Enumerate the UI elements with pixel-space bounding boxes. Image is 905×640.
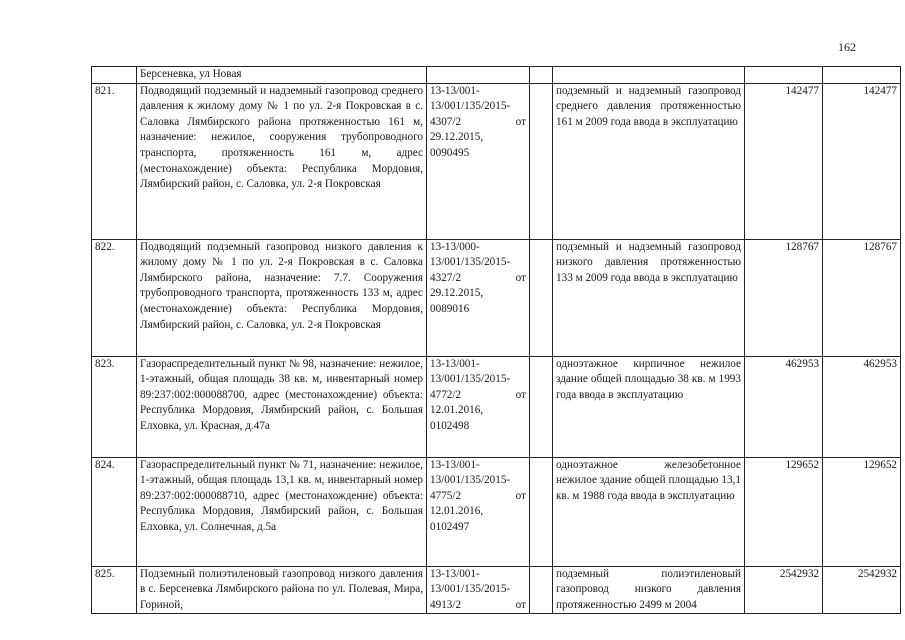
- registration-from: от: [515, 388, 526, 401]
- object-name-text: Подземный полиэтиленовый газопровод низкого давления в с. Берсеневка Лямбирского района по ул. Полевая, Мира, Гориной,: [140, 567, 423, 611]
- registration-line: 13/001/135/2015-: [430, 474, 511, 487]
- cell-num: [92, 67, 137, 84]
- page-number: 162: [838, 40, 856, 54]
- row-number: 822.: [92, 239, 137, 356]
- table-row: [92, 566, 901, 614]
- registration-line: 0089016: [430, 302, 470, 315]
- registration-line: 13/001/135/2015-: [430, 256, 511, 269]
- book-value: 2542932: [745, 566, 823, 614]
- blank-cell: [530, 566, 553, 614]
- object-name: [137, 566, 427, 614]
- object-description: [553, 356, 745, 457]
- table-row: [92, 239, 901, 356]
- blank-cell: [530, 83, 553, 239]
- residual-value: 129652: [823, 457, 901, 566]
- object-name-text: Подводящий подземный и надземный газопровод среднего давления к жилому дому № 1 по ул. 2-я Покровская в с. Саловка Лямбирского района протяженностью 161 м, назначение: нежилое, сооружения трубопроводного транспорта, протяженность 161 м, адрес (местонахождение) объекта: Республика Мордовия, Лямбирский район, с. Саловка, ул. 2-я Покровская: [140, 84, 423, 191]
- registration-from: от: [515, 115, 526, 128]
- cell-blank: [530, 67, 553, 84]
- registration-line: 13-13/001-: [430, 567, 480, 580]
- row-number: 824.: [92, 457, 137, 566]
- registration-record: [427, 566, 530, 614]
- registration-line: [430, 388, 526, 404]
- registration-line: 13-13/001-: [430, 357, 480, 370]
- registration-line: [430, 115, 526, 131]
- table-row: [92, 83, 901, 239]
- registration-record: [427, 83, 530, 239]
- object-description-text: одноэтажное железобетонное нежилое здание общей площадью 13,1 кв. м 1988 года ввода в эксплуатацию: [556, 458, 741, 502]
- object-name-text: Газораспределительный пункт № 98, назначение: нежилое, 1-этажный, общая площадь 38 кв. м, инвентарный номер 89:237:002:000088700, адрес (местонахождение) объекта: Республика Мордовия, Лямбирский район, с. Большая Елховка, ул. Красная, д.47а: [140, 357, 423, 432]
- registration-line: 29.12.2015,: [430, 287, 484, 300]
- residual-value: 142477: [823, 83, 901, 239]
- object-description: [553, 83, 745, 239]
- cell-registration: [427, 67, 530, 84]
- cell-name: Берсеневка, ул Новая: [137, 67, 427, 84]
- registration-line: [430, 271, 526, 287]
- registration-line: 0102498: [430, 419, 470, 432]
- registration-line: 29.12.2015,: [430, 131, 484, 144]
- registration-number: 4775/2: [430, 489, 462, 502]
- object-description: [553, 239, 745, 356]
- book-value: 128767: [745, 239, 823, 356]
- registration-number: 4913/2: [430, 598, 462, 611]
- object-name-text: Газораспределительный пункт № 71, назначение: нежилое, 1-этажный, общая площадь 13,1 кв. м, инвентарный номер 89:237:002:000088710, адрес (местонахождение) объекта: Республика Мордовия, Лямбирский район, с. Большая Елховка, ул. Солнечная, д.5а: [140, 458, 423, 533]
- residual-value: 2542932: [823, 566, 901, 614]
- object-name: [137, 239, 427, 356]
- object-name: [137, 457, 427, 566]
- object-name: [137, 356, 427, 457]
- book-value: 462953: [745, 356, 823, 457]
- row-number: 823.: [92, 356, 137, 457]
- continuation-row: [92, 67, 901, 84]
- registration-from: от: [515, 489, 526, 502]
- registration-line: 13/001/135/2015-: [430, 373, 511, 386]
- table-row: [92, 457, 901, 566]
- registration-line: 12.01.2016,: [430, 505, 484, 518]
- registration-record: [427, 457, 530, 566]
- table-row: [92, 356, 901, 457]
- cell-description: [553, 67, 745, 84]
- blank-cell: [530, 457, 553, 566]
- registration-line: 13-13/001-: [430, 84, 480, 97]
- registration-number: 4772/2: [430, 388, 462, 401]
- object-name: [137, 83, 427, 239]
- registration-record: [427, 239, 530, 356]
- registration-from: от: [515, 598, 526, 611]
- row-number: 821.: [92, 83, 137, 239]
- registration-line: [430, 489, 526, 505]
- registration-line: 0102497: [430, 520, 470, 533]
- book-value: 142477: [745, 83, 823, 239]
- blank-cell: [530, 356, 553, 457]
- registration-record: [427, 356, 530, 457]
- property-registry-table: [91, 66, 901, 614]
- registration-line: 12.01.2016,: [430, 404, 484, 417]
- row-number: 825.: [92, 566, 137, 614]
- registration-line: [430, 598, 526, 614]
- book-value: 129652: [745, 457, 823, 566]
- registration-number: 4307/2: [430, 115, 462, 128]
- object-description-text: одноэтажное кирпичное нежилое здание общей площадью 38 кв. м 1993 года ввода в эксплуатацию: [556, 357, 741, 401]
- object-description-text: подземный и надземный газопровод среднего давления протяженностью 161 м 2009 года ввода в эксплуатацию: [556, 84, 741, 128]
- cell-value-1: [745, 67, 823, 84]
- registration-line: 0090495: [430, 146, 470, 159]
- registration-number: 4327/2: [430, 271, 462, 284]
- registration-line: 13-13/000-: [430, 240, 480, 253]
- registration-from: от: [515, 271, 526, 284]
- object-description-text: подземный полиэтиленовый газопровод низкого давления протяженностью 2499 м 2004: [556, 567, 741, 611]
- cell-value-2: [823, 67, 901, 84]
- object-name-text: Подводящий подземный газопровод низкого давления к жилому дому № 1 по ул. 2-я Покровская в с. Саловка Лямбирского района, назначение: 7.7. Сооружения трубопроводного транспорта, протяженность 133 м, адрес (местонахождение) объекта: Республика Мордовия, Лямбирский район, с. Саловка, ул. 2-я Покровская: [140, 240, 423, 331]
- object-description: [553, 566, 745, 614]
- object-description-text: подземный и надземный газопровод низкого давления протяженностью 133 м 2009 года ввода в эксплуатацию: [556, 240, 741, 284]
- object-description: [553, 457, 745, 566]
- blank-cell: [530, 239, 553, 356]
- registration-line: 13-13/001-: [430, 458, 480, 471]
- residual-value: 462953: [823, 356, 901, 457]
- registration-line: 13/001/135/2015-: [430, 583, 511, 596]
- residual-value: 128767: [823, 239, 901, 356]
- registration-line: 13/001/135/2015-: [430, 100, 511, 113]
